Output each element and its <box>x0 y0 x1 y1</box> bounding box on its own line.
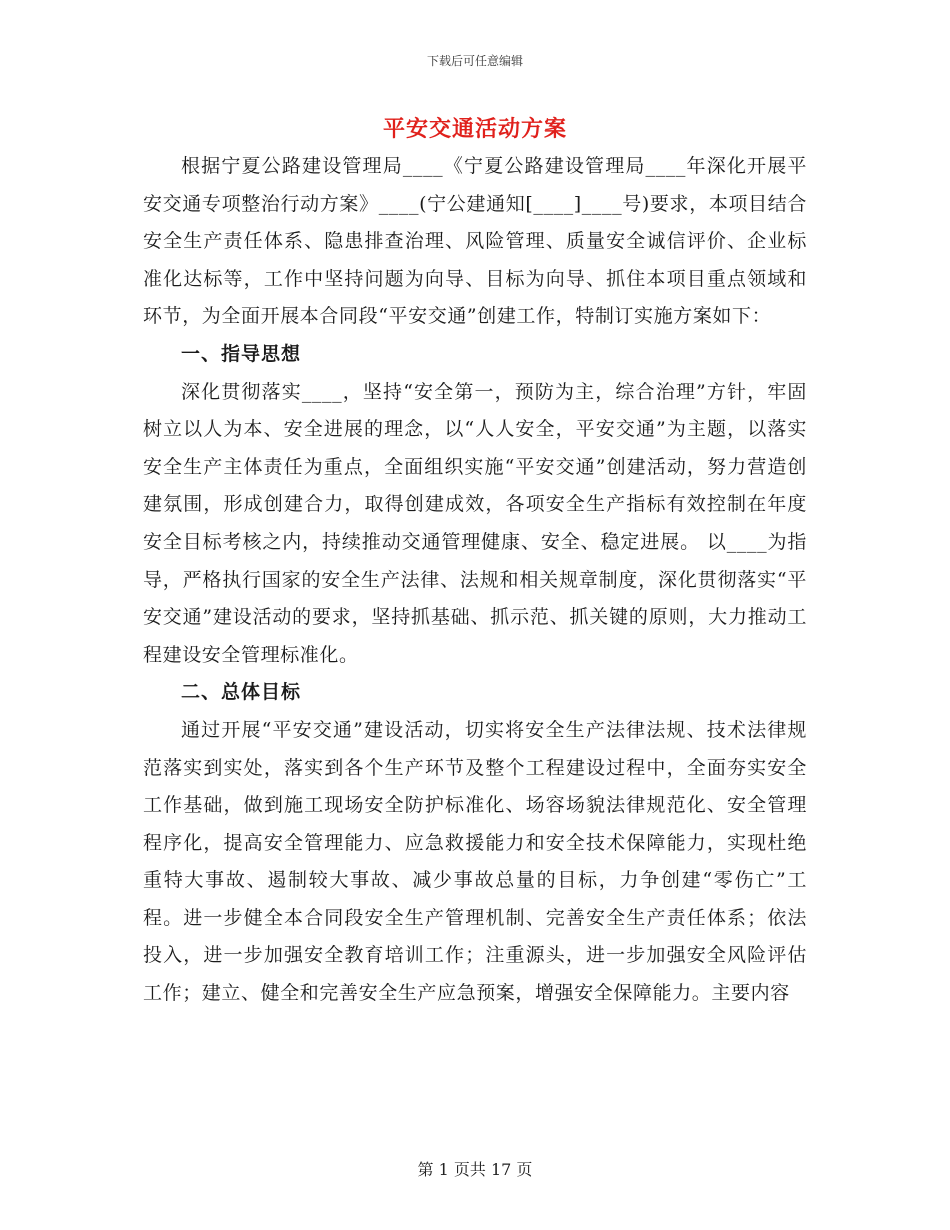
section-body-overall-goal: 通过开展“平安交通”建设活动，切实将安全生产法律法规、技术法律规范落实到实处，落实到各个生产环节及整个工程建设过程中，全面夯实安全工作基础，做到施工现场安全防护标准化、场容场貌法律规范化、安全管理程序化，提高安全管理能力、应急救援能力和安全技术保障能力，实现杜绝重特大事故、遏制较大事故、减少事故总量的目标，力争创建“零伤亡”工程。进一步健全本合同段安全生产管理机制、完善安全生产责任体系；依法投入，进一步加强安全教育培训工作；注重源头，进一步加强安全风险评估工作；建立、健全和完善安全生产应急预案，增强安全保障能力。主要内容 <box>143 718 807 1005</box>
page-header-note: 下载后可任意编辑 <box>426 54 523 68</box>
document-body <box>143 148 807 1013</box>
section-heading-guiding-ideology: 一、指导思想 <box>181 342 302 365</box>
section-heading-overall-goal: 二、总体目标 <box>181 681 302 704</box>
intro-paragraph: 根据宁夏公路建设管理局____《宁夏公路建设管理局____年深化开展平安交通专项整治行动方案》____(宁公建通知[____]____号)要求，本项目结合安全生产责任体系、隐患排查治理、风险管理、质量安全诚信评价、企业标准化达标等，工作中坚持问题为向导、目标为向导、抓住本项目重点领域和环节，为全面开展本合同段“平安交通”创建工作，特制订实施方案如下： <box>143 155 807 328</box>
document-title: 平安交通活动方案 <box>382 116 567 142</box>
page-number: 第 1 页共 17 页 <box>417 1160 533 1179</box>
section-body-guiding-ideology: 深化贯彻落实____，坚持“安全第一，预防为主，综合治理”方针，牢固树立以人为本、安全进展的理念，以“人人安全，平安交通”为主题，以落实安全生产主体责任为重点，全面组织实施“平安交通”创建活动，努力营造创建氛围，形成创建合力，取得创建成效，各项安全生产指标有效控制在年度安全目标考核之内，持续推动交通管理健康、安全、稳定进展。 以____为指导，严格执行国家的安全生产法律、法规和相关规章制度，深化贯彻落实“平安交通”建设活动的要求，坚持抓基础、抓示范、抓关键的原则，大力推动工程建设安全管理标准化。 <box>143 380 807 666</box>
